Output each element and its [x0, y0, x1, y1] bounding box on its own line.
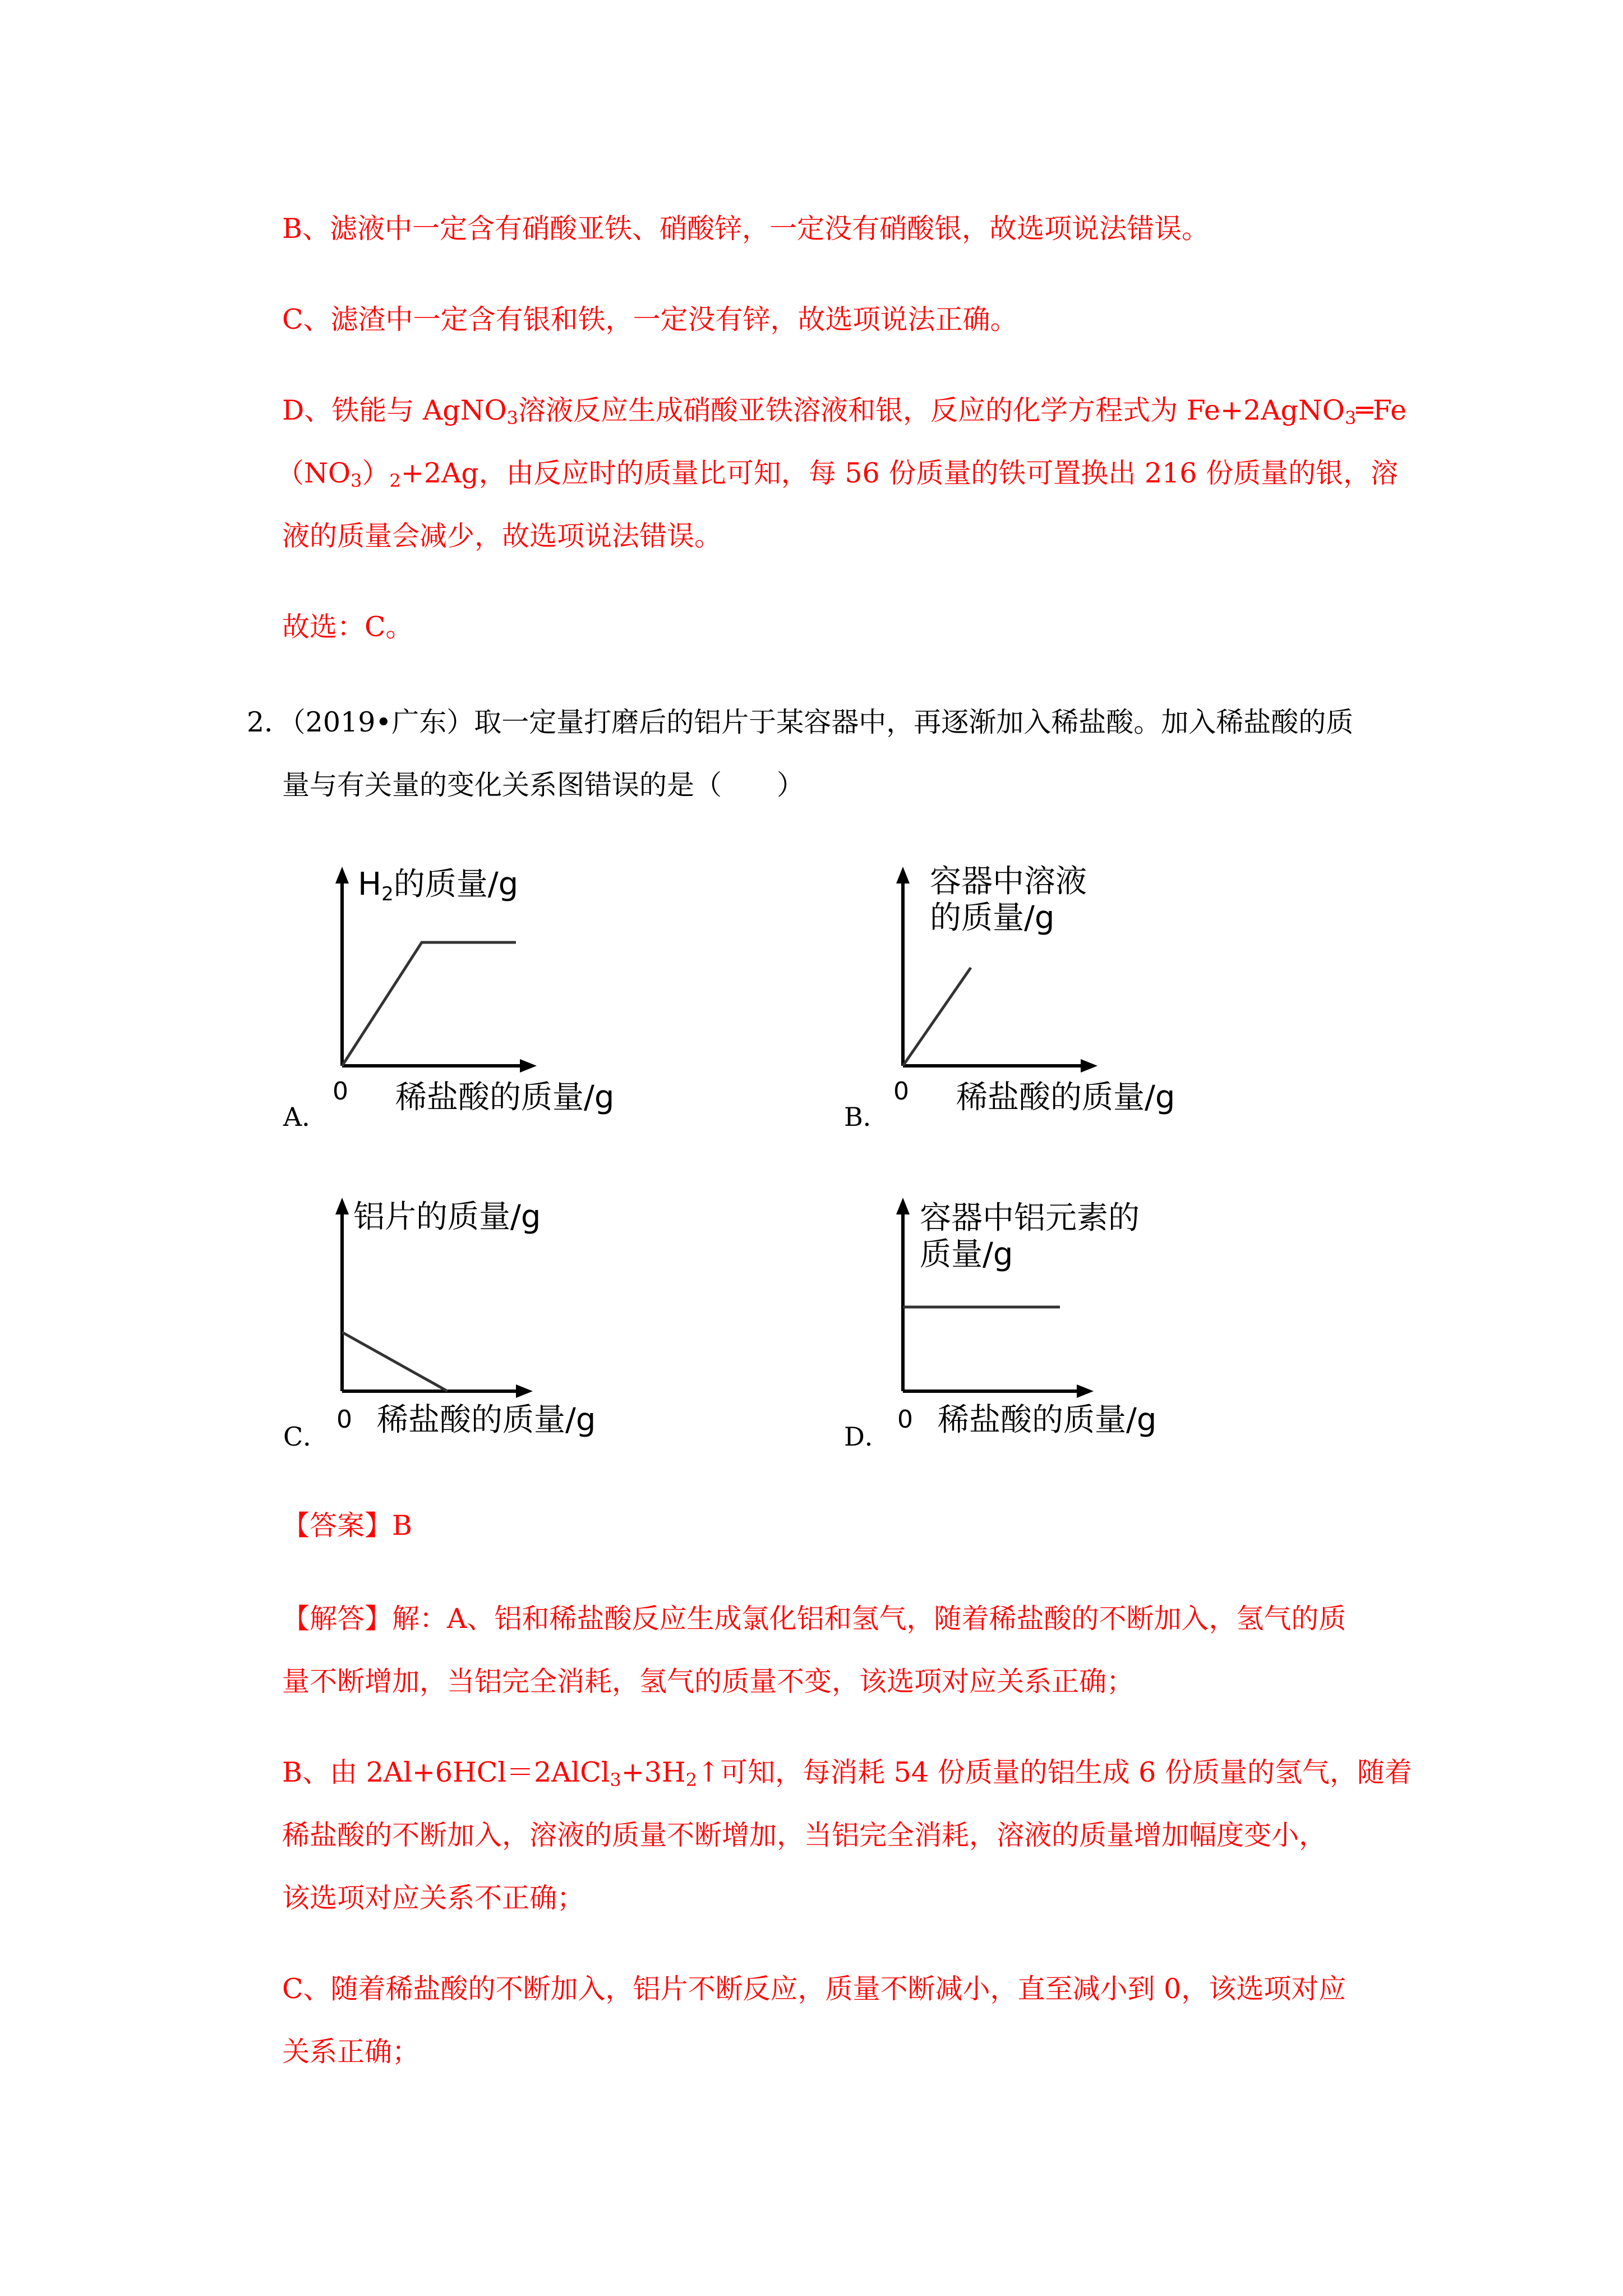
graph-b-x-title: 稀盐酸的质量/g: [956, 1079, 1175, 1116]
graph-d: [875, 1184, 1189, 1442]
graph-c-origin: 0: [336, 1405, 352, 1434]
analysis-choice: 故选：C。: [282, 611, 413, 643]
graph-b: [875, 853, 1189, 1122]
option-a-label: A．: [283, 1102, 328, 1132]
answer-label: 【答案】: [282, 1510, 393, 1542]
solution-a-line2: 量不断增加，当铝完全消耗，氢气的质量不变，该选项对应关系正确；: [282, 1665, 1135, 1697]
graph-c-y-title: 铝片的质量/g: [353, 1199, 541, 1235]
aluminum-mass-curve: [342, 1332, 448, 1391]
graph-b-y-title-line1: 容器中溶液: [930, 863, 1087, 900]
graph-d-origin: 0: [897, 1405, 913, 1434]
solution-b-line3: 该选项对应关系不正确；: [282, 1882, 585, 1914]
solution-c-line2: 关系正确；: [282, 2036, 420, 2068]
solution-a-line1: 【解答】解：A、铝和稀盐酸反应生成氯化铝和氢气，随着稀盐酸的不断加入，氢气的质: [282, 1603, 1347, 1635]
option-b-label: B．: [844, 1102, 889, 1132]
graph-b-origin: 0: [893, 1077, 909, 1106]
option-c-label: C．: [283, 1421, 329, 1452]
option-d-label: D．: [844, 1421, 891, 1452]
graph-c-x-title: 稀盐酸的质量/g: [377, 1402, 596, 1438]
graph-d-x-title: 稀盐酸的质量/g: [938, 1402, 1157, 1438]
answer-line: [282, 1509, 412, 1543]
solution-c-line1: C、随着稀盐酸的不断加入，铝片不断反应，质量不断减小，直至减小到 0，该选项对应: [282, 1973, 1347, 2005]
graph-a-origin: 0: [333, 1077, 348, 1106]
analysis-option-b: B、滤液中一定含有硝酸亚铁、硝酸锌，一定没有硝酸银，故选项说法错误。: [282, 213, 1210, 245]
h2-mass-curve: [342, 942, 516, 1066]
analysis-option-d-line3: 液的质量会减少，故选项说法错误。: [282, 520, 722, 552]
graph-a: [314, 853, 628, 1122]
solution-mass-curve: [903, 968, 971, 1066]
question-line-1: 2．（2019•广东）取一定量打磨后的铝片于某容器中，再逐渐加入稀盐酸。加入稀盐酸的质: [247, 706, 1354, 738]
analysis-option-d-line1: D、铁能与 AgNO$_3$溶液反应生成硝酸亚铁溶液和银，反应的化学方程式为 Fe+2AgNO$_3$═Fe: [282, 394, 1407, 429]
analysis-option-c: C、滤渣中一定含有银和铁，一定没有锌，故选项说法正确。: [282, 303, 1018, 335]
solution-b-line2: 稀盐酸的不断加入，溶液的质量不断增加，当铝完全消耗，溶液的质量增加幅度变小，: [282, 1819, 1327, 1851]
graph-b-y-title-line2: 的质量/g: [930, 900, 1055, 936]
graph-d-y-title-line2: 质量/g: [920, 1236, 1013, 1273]
solution-b-line1: B、由 $2Al+6HCl=2AlCl_3+3H_2↑$可知，每消耗 54 份质量的铝生成 6 份质量的氢气，随着: [282, 1756, 1412, 1791]
answer-value: B: [392, 1510, 413, 1542]
analysis-option-d-line2: $(NO_3)_2+2Ag$，由反应时的质量比可知，每 56 份质量的铁可置换出 216 份质量的银，溶: [276, 457, 1398, 491]
question-line-2: 量与有关量的变化关系图错误的是（ ）: [282, 769, 805, 801]
graph-a-y-title: H2的质量/g: [358, 866, 519, 905]
graph-a-x-title: 稀盐酸的质量/g: [395, 1079, 615, 1116]
solution-label: 【解答】: [282, 1603, 393, 1635]
graph-d-y-title-line1: 容器中铝元素的: [920, 1200, 1140, 1236]
graph-c: [314, 1184, 628, 1442]
